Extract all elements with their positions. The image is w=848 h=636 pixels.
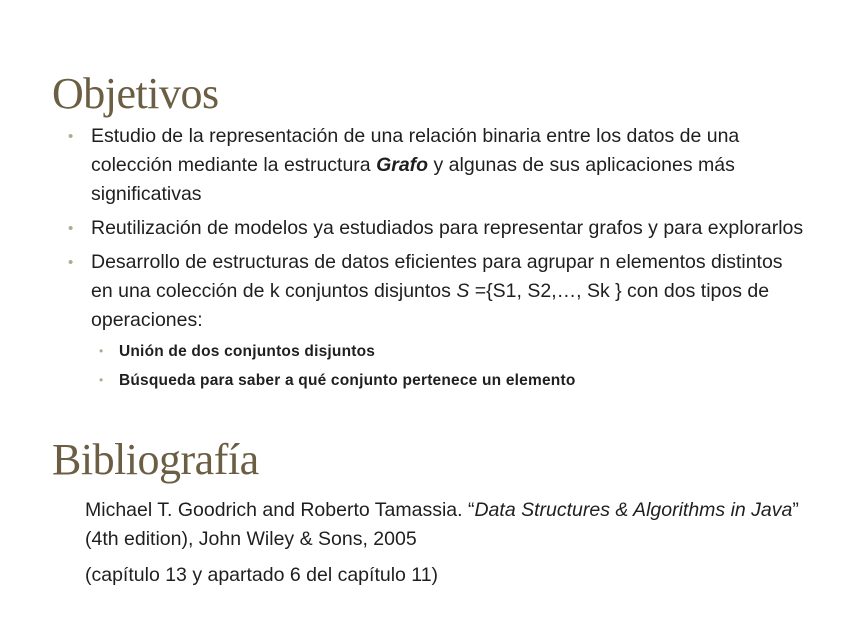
- operaciones-list: [91, 337, 808, 395]
- objetivo-1-text-pre: Estudio de la representación de una relación binaria entre los datos de una colección mediante la estructura: [91, 125, 740, 176]
- operacion-1-text: Unión de dos conjuntos disjuntos: [119, 343, 376, 360]
- bibliography-note: (capítulo 13 y apartado 6 del capítulo 11): [85, 564, 439, 586]
- bullet-icon: •: [68, 220, 74, 237]
- operacion-2-text: Búsqueda para saber a qué conjunto pertenece un elemento: [119, 372, 576, 389]
- objetivo-1-text-post: y algunas de sus aplicaciones más significativas: [91, 154, 735, 205]
- objetivo-2-text: Reutilización de modelos ya estudiados para representar grafos y para explorarlos: [91, 217, 804, 239]
- reference-book-title: Data Structures & Algorithms in Java: [474, 499, 793, 521]
- objetivo-item-2: [0, 214, 848, 243]
- bibliografia-heading: Bibliografía: [52, 435, 259, 484]
- objetivos-list: [0, 122, 848, 400]
- reference-edition: ” (4th edition), John Wiley & Sons, 2005: [85, 499, 799, 550]
- objetivo-item-1: [0, 122, 848, 209]
- reference-authors: Michael T. Goodrich and Roberto Tamassia. “: [85, 499, 475, 521]
- bullet-icon: •: [68, 128, 74, 145]
- objetivo-3-text-post: ={S1, S2,…, Sk } con dos tipos de operaciones:: [91, 280, 770, 331]
- objetivo-item-3: [0, 248, 848, 395]
- objetivo-1-emphasis: Grafo: [376, 154, 429, 176]
- sub-bullet-icon: •: [99, 344, 104, 358]
- operacion-item-1: [99, 337, 808, 366]
- objetivo-3-emphasis: S: [456, 280, 470, 302]
- operacion-item-2: [99, 366, 808, 395]
- sub-bullet-icon: •: [99, 373, 104, 387]
- bibliography-reference: [85, 496, 805, 554]
- objetivo-3-text-pre: Desarrollo de estructuras de datos eficientes para agrupar n elementos distintos en una colección de k conjuntos disjuntos: [91, 251, 783, 302]
- objetivos-heading: Objetivos: [52, 69, 219, 118]
- bullet-icon: •: [68, 254, 74, 271]
